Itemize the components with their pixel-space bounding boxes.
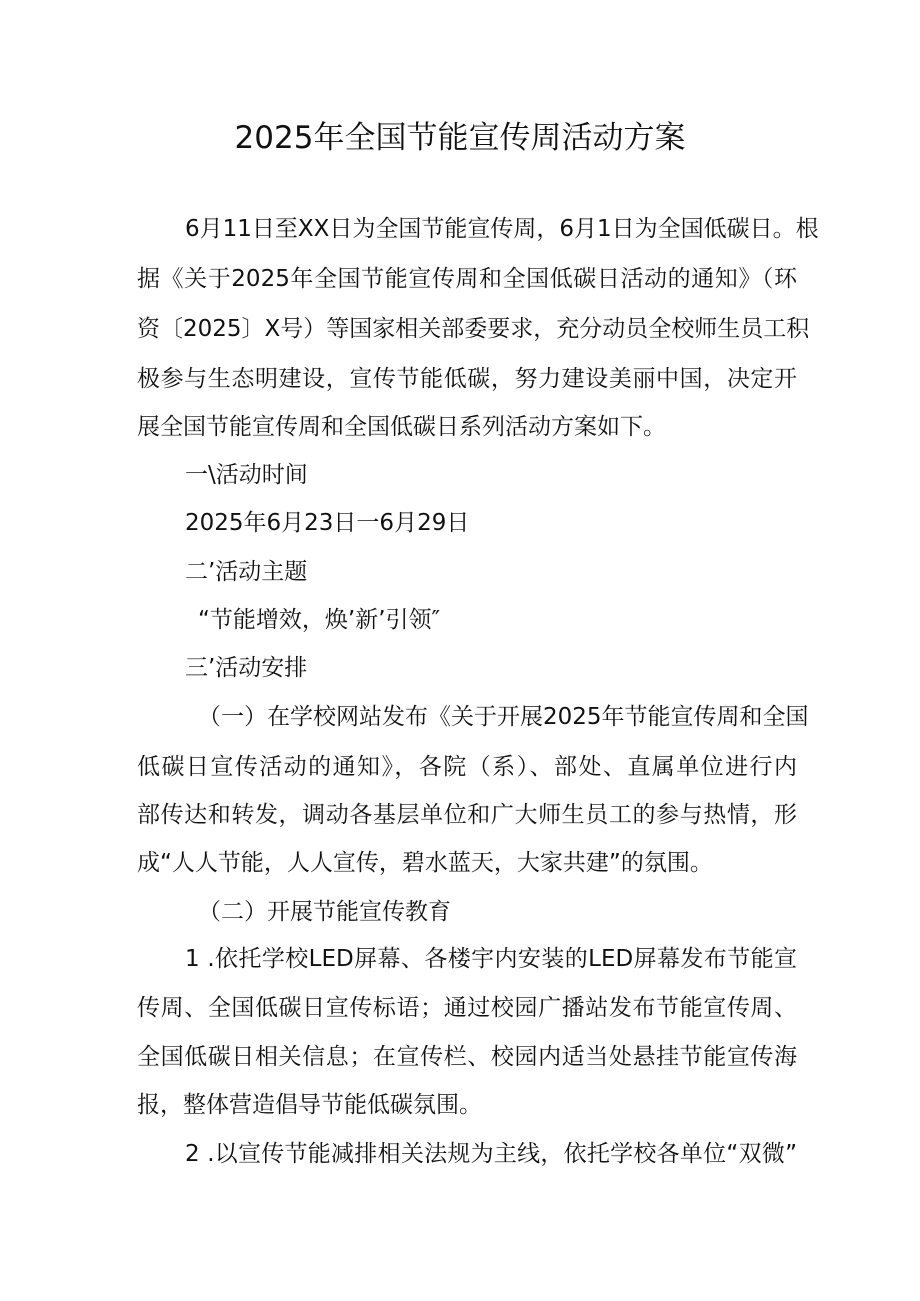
section-heading: 一\活动时间: [185, 462, 308, 488]
paragraph-line: 部传达和转发，调动各基层单位和广大师生员工的参与热情，形: [137, 802, 797, 828]
section-heading: 二’活动主题: [185, 559, 308, 585]
paragraph-line: 2 .以宣传节能减排相关法规为主线，依托学校各单位“双微”: [185, 1141, 797, 1167]
paragraph-line: 资〔2025〕X号）等国家相关部委要求，充分动员全校师生员工积: [137, 316, 810, 342]
paragraph-line: 成“人人节能，人人宣传，碧水蓝天，大家共建”的氛围。: [137, 850, 713, 876]
paragraph-line: （一）在学校网站发布《关于开展2025年节能宣传周和全国: [198, 704, 809, 730]
paragraph-line: 极参与生态明建设，宣传节能低碳，努力建设美丽中国，决定开: [137, 366, 797, 392]
paragraph-line: 6月11日至XX日为全国节能宣传周，6月1日为全国低碳日。根: [185, 216, 819, 242]
section-heading: 三’活动安排: [185, 655, 308, 681]
paragraph-line: 低碳日宣传活动的通知》，各院（系）、部处、直属单位进行内: [137, 754, 797, 780]
paragraph-line: 1 .依托学校LED屏幕、各楼宇内安装的LED屏幕发布节能宣: [185, 946, 797, 972]
paragraph-line: “节能增效，焕’新’引领″: [198, 607, 441, 633]
paragraph-line: 报，整体营造倡导节能低碳氛围。: [137, 1092, 482, 1118]
paragraph-line: 据《关于2025年全国节能宣传周和全国低碳日活动的通知》（环: [137, 266, 797, 292]
paragraph-line: 展全国节能宣传周和全国低碳日系列活动方案如下。: [137, 414, 666, 440]
paragraph-line: 2025年6月23日一6月29日: [185, 510, 470, 536]
document-title: 2025年全国节能宣传周活动方案: [234, 120, 686, 156]
paragraph-line: 传周、全国低碳日宣传标语；通过校园广播站发布节能宣传周、: [137, 995, 797, 1021]
section-heading: （二）开展节能宣传教育: [198, 899, 451, 925]
paragraph-line: 全国低碳日相关信息；在宣传栏、校园内适当处悬挂节能宣传海: [137, 1044, 797, 1070]
